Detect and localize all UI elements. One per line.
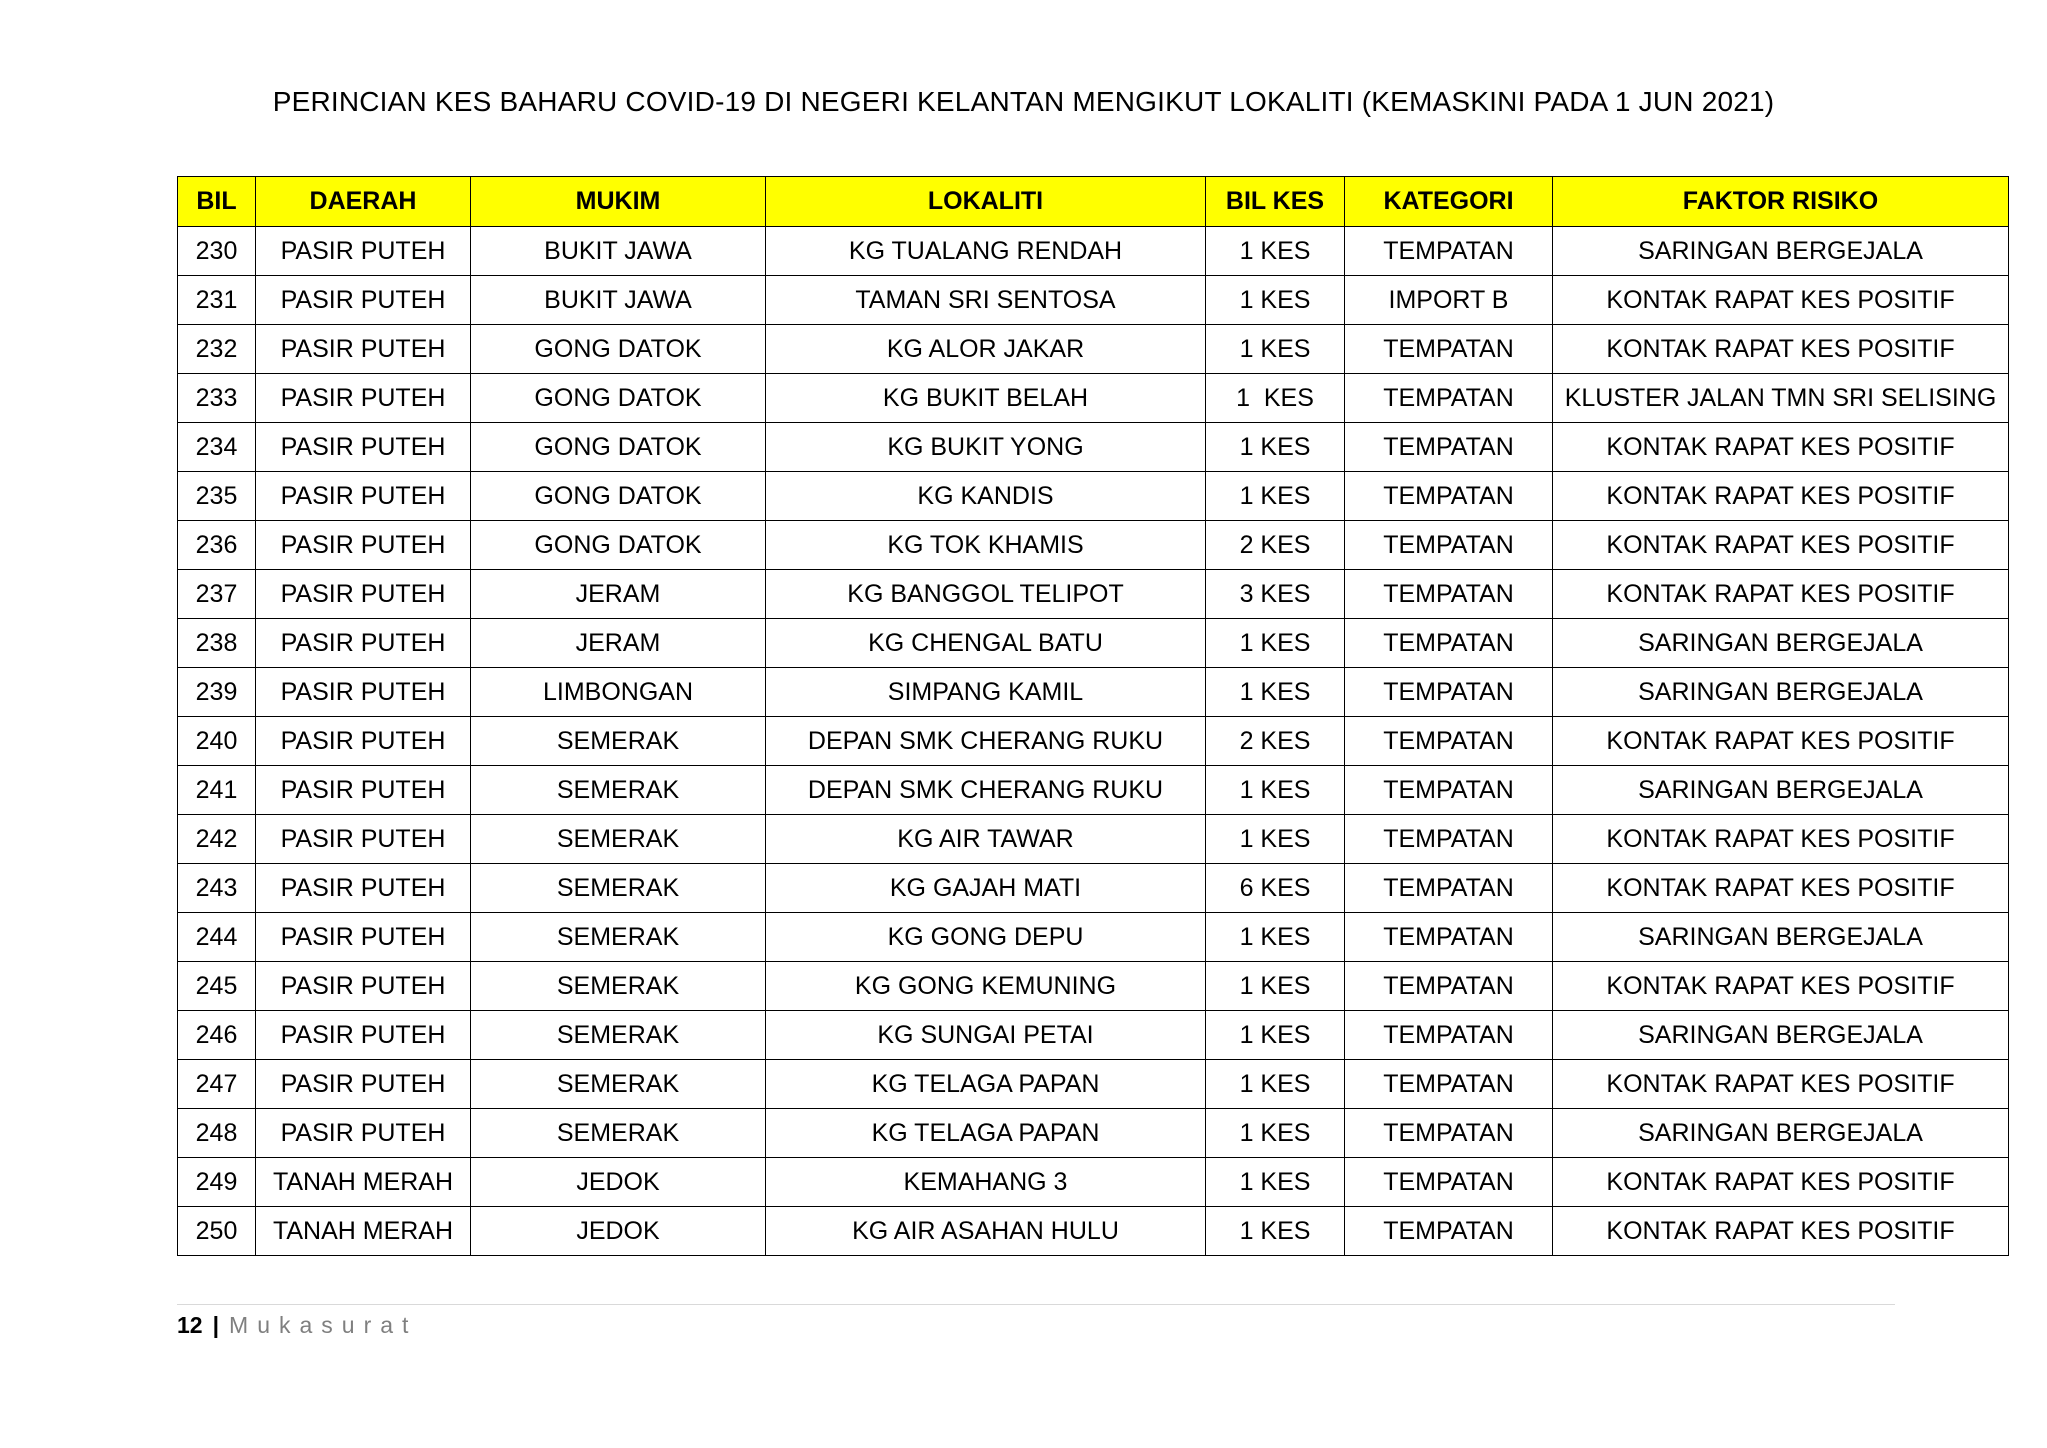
cell-bil-kes: 1 KES bbox=[1206, 1207, 1345, 1256]
table-row bbox=[178, 913, 2009, 962]
cell-faktor-risiko: KONTAK RAPAT KES POSITIF bbox=[1553, 815, 2009, 864]
cell-lokaliti: KG SUNGAI PETAI bbox=[766, 1011, 1206, 1060]
cell-daerah: PASIR PUTEH bbox=[256, 472, 471, 521]
cell-daerah: TANAH MERAH bbox=[256, 1207, 471, 1256]
header-faktor-risiko: FAKTOR RISIKO bbox=[1553, 177, 2009, 227]
cell-lokaliti: KG GAJAH MATI bbox=[766, 864, 1206, 913]
cell-bil: 247 bbox=[178, 1060, 256, 1109]
cell-mukim: SEMERAK bbox=[471, 717, 766, 766]
footer-label: Mukasurat bbox=[229, 1312, 418, 1338]
cell-kategori: TEMPATAN bbox=[1345, 668, 1553, 717]
cell-kategori: TEMPATAN bbox=[1345, 766, 1553, 815]
table-row bbox=[178, 766, 2009, 815]
table-row bbox=[178, 374, 2009, 423]
cell-daerah: PASIR PUTEH bbox=[256, 1060, 471, 1109]
cell-bil-kes: 1 KES bbox=[1206, 1109, 1345, 1158]
cell-mukim: SEMERAK bbox=[471, 1109, 766, 1158]
cell-bil: 246 bbox=[178, 1011, 256, 1060]
cell-daerah: PASIR PUTEH bbox=[256, 276, 471, 325]
cell-faktor-risiko: KONTAK RAPAT KES POSITIF bbox=[1553, 276, 2009, 325]
table-row bbox=[178, 962, 2009, 1011]
cell-bil: 239 bbox=[178, 668, 256, 717]
cell-bil: 235 bbox=[178, 472, 256, 521]
cell-kategori: TEMPATAN bbox=[1345, 864, 1553, 913]
cell-lokaliti: KG CHENGAL BATU bbox=[766, 619, 1206, 668]
cell-daerah: PASIR PUTEH bbox=[256, 913, 471, 962]
cell-daerah: PASIR PUTEH bbox=[256, 962, 471, 1011]
cell-faktor-risiko: SARINGAN BERGEJALA bbox=[1553, 619, 2009, 668]
table-row bbox=[178, 227, 2009, 276]
cell-bil: 236 bbox=[178, 521, 256, 570]
cell-bil: 233 bbox=[178, 374, 256, 423]
cell-faktor-risiko: KONTAK RAPAT KES POSITIF bbox=[1553, 962, 2009, 1011]
cell-faktor-risiko: SARINGAN BERGEJALA bbox=[1553, 668, 2009, 717]
cell-bil-kes: 1 KES bbox=[1206, 619, 1345, 668]
cell-faktor-risiko: SARINGAN BERGEJALA bbox=[1553, 1011, 2009, 1060]
cell-bil: 244 bbox=[178, 913, 256, 962]
cell-bil: 232 bbox=[178, 325, 256, 374]
cell-kategori: TEMPATAN bbox=[1345, 1158, 1553, 1207]
header-daerah: DAERAH bbox=[256, 177, 471, 227]
cell-mukim: GONG DATOK bbox=[471, 472, 766, 521]
cell-faktor-risiko: SARINGAN BERGEJALA bbox=[1553, 766, 2009, 815]
cell-lokaliti: KG AIR ASAHAN HULU bbox=[766, 1207, 1206, 1256]
cell-lokaliti: KG TUALANG RENDAH bbox=[766, 227, 1206, 276]
cell-faktor-risiko: KONTAK RAPAT KES POSITIF bbox=[1553, 472, 2009, 521]
cell-daerah: PASIR PUTEH bbox=[256, 668, 471, 717]
cell-faktor-risiko: KONTAK RAPAT KES POSITIF bbox=[1553, 423, 2009, 472]
cell-kategori: TEMPATAN bbox=[1345, 1060, 1553, 1109]
cell-lokaliti: KEMAHANG 3 bbox=[766, 1158, 1206, 1207]
cell-bil: 240 bbox=[178, 717, 256, 766]
cell-bil-kes: 1 KES bbox=[1206, 962, 1345, 1011]
cell-mukim: SEMERAK bbox=[471, 1060, 766, 1109]
table-row bbox=[178, 1207, 2009, 1256]
cell-lokaliti: KG TOK KHAMIS bbox=[766, 521, 1206, 570]
table-header-row bbox=[178, 177, 2009, 227]
cell-bil-kes: 1 KES bbox=[1206, 1060, 1345, 1109]
cell-bil-kes: 3 KES bbox=[1206, 570, 1345, 619]
cell-faktor-risiko: SARINGAN BERGEJALA bbox=[1553, 227, 2009, 276]
cell-bil-kes: 1 KES bbox=[1206, 1158, 1345, 1207]
cell-bil: 250 bbox=[178, 1207, 256, 1256]
cell-kategori: TEMPATAN bbox=[1345, 227, 1553, 276]
cell-bil-kes: 1 KES bbox=[1206, 276, 1345, 325]
footer-separator: | bbox=[212, 1312, 220, 1338]
table-row bbox=[178, 325, 2009, 374]
cell-lokaliti: KG GONG KEMUNING bbox=[766, 962, 1206, 1011]
cell-bil: 249 bbox=[178, 1158, 256, 1207]
cell-mukim: GONG DATOK bbox=[471, 521, 766, 570]
table-row bbox=[178, 1011, 2009, 1060]
footer-divider bbox=[177, 1304, 1895, 1305]
page-number: 12 bbox=[177, 1312, 203, 1338]
cell-lokaliti: KG TELAGA PAPAN bbox=[766, 1060, 1206, 1109]
cell-mukim: JERAM bbox=[471, 570, 766, 619]
cell-daerah: PASIR PUTEH bbox=[256, 766, 471, 815]
cell-bil-kes: 2 KES bbox=[1206, 717, 1345, 766]
table-row bbox=[178, 668, 2009, 717]
table-row bbox=[178, 1109, 2009, 1158]
cell-mukim: LIMBONGAN bbox=[471, 668, 766, 717]
cell-kategori: IMPORT B bbox=[1345, 276, 1553, 325]
cell-bil-kes: 6 KES bbox=[1206, 864, 1345, 913]
cell-bil: 243 bbox=[178, 864, 256, 913]
cell-faktor-risiko: KONTAK RAPAT KES POSITIF bbox=[1553, 1060, 2009, 1109]
cell-bil-kes: 2 KES bbox=[1206, 521, 1345, 570]
cell-lokaliti: KG TELAGA PAPAN bbox=[766, 1109, 1206, 1158]
cell-lokaliti: KG GONG DEPU bbox=[766, 913, 1206, 962]
cell-lokaliti: TAMAN SRI SENTOSA bbox=[766, 276, 1206, 325]
cell-kategori: TEMPATAN bbox=[1345, 374, 1553, 423]
cell-mukim: SEMERAK bbox=[471, 815, 766, 864]
header-bil-kes: BIL KES bbox=[1206, 177, 1345, 227]
cell-mukim: GONG DATOK bbox=[471, 374, 766, 423]
cell-bil: 245 bbox=[178, 962, 256, 1011]
cell-kategori: TEMPATAN bbox=[1345, 717, 1553, 766]
cell-mukim: JEDOK bbox=[471, 1207, 766, 1256]
header-kategori: KATEGORI bbox=[1345, 177, 1553, 227]
cell-kategori: TEMPATAN bbox=[1345, 1207, 1553, 1256]
header-lokaliti: LOKALITI bbox=[766, 177, 1206, 227]
cell-mukim: GONG DATOK bbox=[471, 325, 766, 374]
cell-faktor-risiko: KONTAK RAPAT KES POSITIF bbox=[1553, 717, 2009, 766]
table-row bbox=[178, 521, 2009, 570]
cell-daerah: PASIR PUTEH bbox=[256, 227, 471, 276]
cell-bil: 238 bbox=[178, 619, 256, 668]
cell-bil-kes: 1 KES bbox=[1206, 913, 1345, 962]
cell-daerah: PASIR PUTEH bbox=[256, 1109, 471, 1158]
cell-bil-kes: 1 KES bbox=[1206, 472, 1345, 521]
cell-lokaliti: SIMPANG KAMIL bbox=[766, 668, 1206, 717]
cell-mukim: SEMERAK bbox=[471, 864, 766, 913]
table-row bbox=[178, 1158, 2009, 1207]
table-row bbox=[178, 864, 2009, 913]
table-row bbox=[178, 1060, 2009, 1109]
cell-daerah: PASIR PUTEH bbox=[256, 374, 471, 423]
cell-daerah: PASIR PUTEH bbox=[256, 423, 471, 472]
cell-mukim: BUKIT JAWA bbox=[471, 276, 766, 325]
cell-bil: 242 bbox=[178, 815, 256, 864]
table-row bbox=[178, 717, 2009, 766]
cell-mukim: SEMERAK bbox=[471, 1011, 766, 1060]
cases-table bbox=[177, 176, 2009, 1256]
cell-daerah: PASIR PUTEH bbox=[256, 1011, 471, 1060]
cell-lokaliti: KG AIR TAWAR bbox=[766, 815, 1206, 864]
table-row bbox=[178, 619, 2009, 668]
cell-kategori: TEMPATAN bbox=[1345, 815, 1553, 864]
cell-bil-kes: 1 KES bbox=[1206, 766, 1345, 815]
cell-faktor-risiko: KONTAK RAPAT KES POSITIF bbox=[1553, 521, 2009, 570]
table-row bbox=[178, 276, 2009, 325]
cell-bil: 241 bbox=[178, 766, 256, 815]
cell-lokaliti: KG ALOR JAKAR bbox=[766, 325, 1206, 374]
cell-daerah: PASIR PUTEH bbox=[256, 815, 471, 864]
cell-kategori: TEMPATAN bbox=[1345, 325, 1553, 374]
cell-mukim: SEMERAK bbox=[471, 913, 766, 962]
cell-bil-kes: 1 KES bbox=[1206, 423, 1345, 472]
cell-mukim: SEMERAK bbox=[471, 766, 766, 815]
cell-kategori: TEMPATAN bbox=[1345, 1011, 1553, 1060]
cell-bil-kes: 1 KES bbox=[1206, 668, 1345, 717]
cell-kategori: TEMPATAN bbox=[1345, 962, 1553, 1011]
cell-lokaliti: DEPAN SMK CHERANG RUKU bbox=[766, 766, 1206, 815]
cell-faktor-risiko: KONTAK RAPAT KES POSITIF bbox=[1553, 1158, 2009, 1207]
cell-mukim: BUKIT JAWA bbox=[471, 227, 766, 276]
header-mukim: MUKIM bbox=[471, 177, 766, 227]
table-row bbox=[178, 423, 2009, 472]
cell-bil: 234 bbox=[178, 423, 256, 472]
cell-faktor-risiko: KONTAK RAPAT KES POSITIF bbox=[1553, 1207, 2009, 1256]
cell-faktor-risiko: KLUSTER JALAN TMN SRI SELISING bbox=[1553, 374, 2009, 423]
table-row bbox=[178, 472, 2009, 521]
cell-faktor-risiko: SARINGAN BERGEJALA bbox=[1553, 913, 2009, 962]
cell-faktor-risiko: KONTAK RAPAT KES POSITIF bbox=[1553, 570, 2009, 619]
page-title: PERINCIAN KES BAHARU COVID-19 DI NEGERI KELANTAN MENGIKUT LOKALITI (KEMASKINI PADA 1 JUN 2021) bbox=[272, 86, 1775, 117]
cell-lokaliti: KG BANGGOL TELIPOT bbox=[766, 570, 1206, 619]
cell-daerah: PASIR PUTEH bbox=[256, 619, 471, 668]
cell-mukim: JEDOK bbox=[471, 1158, 766, 1207]
cell-mukim: SEMERAK bbox=[471, 962, 766, 1011]
table-row bbox=[178, 570, 2009, 619]
cell-lokaliti: DEPAN SMK CHERANG RUKU bbox=[766, 717, 1206, 766]
header-bil: BIL bbox=[178, 177, 256, 227]
table-body bbox=[178, 227, 2009, 1256]
cell-mukim: GONG DATOK bbox=[471, 423, 766, 472]
cell-daerah: PASIR PUTEH bbox=[256, 521, 471, 570]
cell-bil-kes: 1 KES bbox=[1206, 325, 1345, 374]
cell-bil: 237 bbox=[178, 570, 256, 619]
cell-kategori: TEMPATAN bbox=[1345, 913, 1553, 962]
cell-faktor-risiko: KONTAK RAPAT KES POSITIF bbox=[1553, 864, 2009, 913]
cell-bil-kes: 1 KES bbox=[1206, 374, 1345, 423]
cell-kategori: TEMPATAN bbox=[1345, 570, 1553, 619]
cell-daerah: PASIR PUTEH bbox=[256, 864, 471, 913]
cell-bil-kes: 1 KES bbox=[1206, 227, 1345, 276]
cell-faktor-risiko: SARINGAN BERGEJALA bbox=[1553, 1109, 2009, 1158]
cell-kategori: TEMPATAN bbox=[1345, 472, 1553, 521]
cell-bil: 248 bbox=[178, 1109, 256, 1158]
cell-lokaliti: KG BUKIT BELAH bbox=[766, 374, 1206, 423]
cell-lokaliti: KG KANDIS bbox=[766, 472, 1206, 521]
cell-kategori: TEMPATAN bbox=[1345, 521, 1553, 570]
cell-bil: 231 bbox=[178, 276, 256, 325]
cell-bil: 230 bbox=[178, 227, 256, 276]
cell-bil-kes: 1 KES bbox=[1206, 815, 1345, 864]
cell-faktor-risiko: KONTAK RAPAT KES POSITIF bbox=[1553, 325, 2009, 374]
cell-daerah: PASIR PUTEH bbox=[256, 717, 471, 766]
table-row bbox=[178, 815, 2009, 864]
page-footer bbox=[177, 1312, 417, 1339]
cell-kategori: TEMPATAN bbox=[1345, 1109, 1553, 1158]
cell-daerah: PASIR PUTEH bbox=[256, 570, 471, 619]
cell-lokaliti: KG BUKIT YONG bbox=[766, 423, 1206, 472]
cell-mukim: JERAM bbox=[471, 619, 766, 668]
cell-daerah: PASIR PUTEH bbox=[256, 325, 471, 374]
cell-kategori: TEMPATAN bbox=[1345, 423, 1553, 472]
cell-kategori: TEMPATAN bbox=[1345, 619, 1553, 668]
cell-daerah: TANAH MERAH bbox=[256, 1158, 471, 1207]
cell-bil-kes: 1 KES bbox=[1206, 1011, 1345, 1060]
